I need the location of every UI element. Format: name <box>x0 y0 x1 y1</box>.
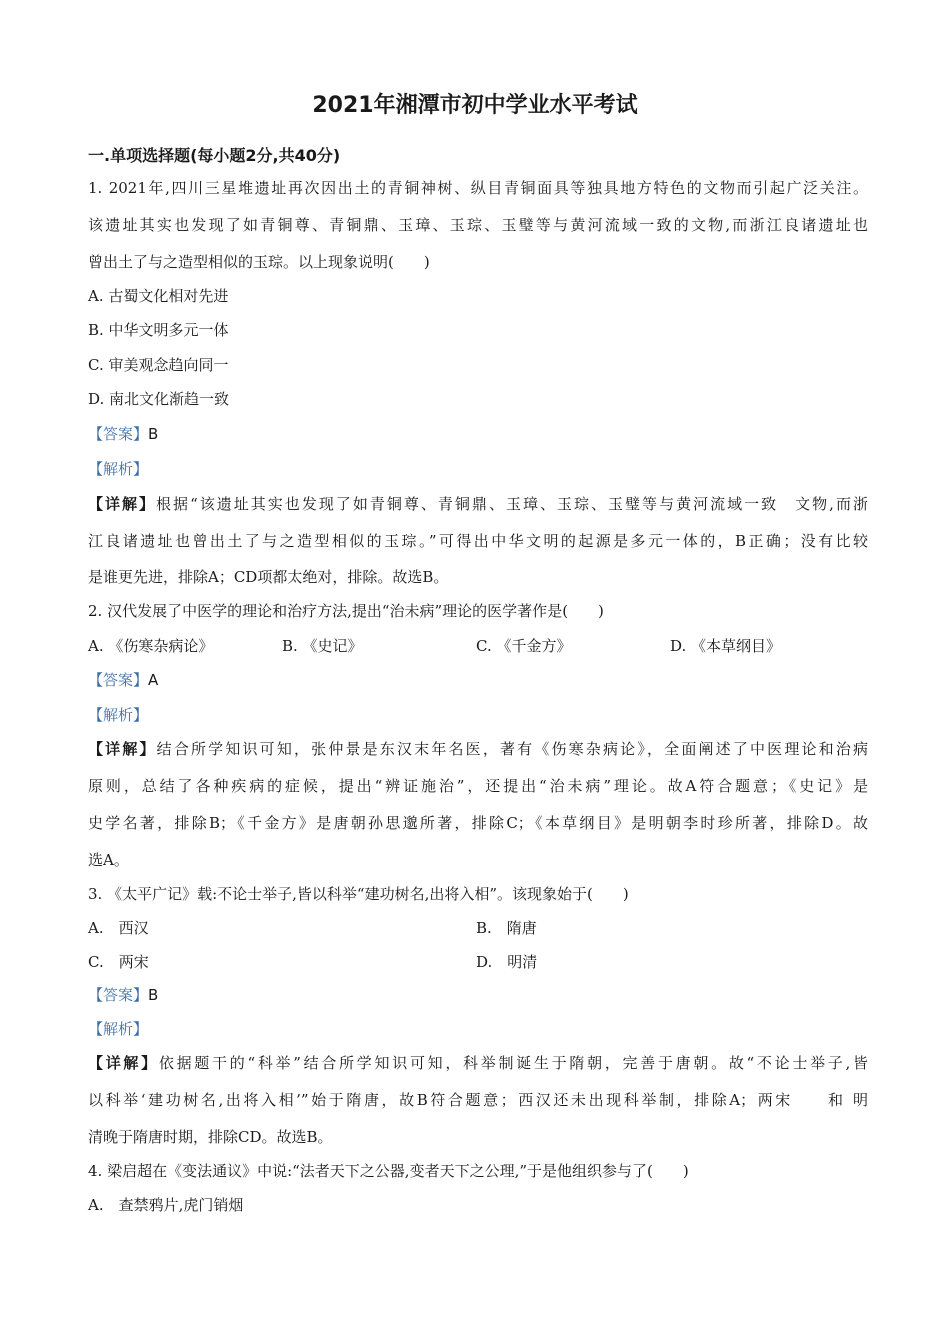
q1-stem-line3: 曾出土了与之造型相似的玉琮。以上现象说明( ) <box>88 253 430 271</box>
answer-tag: 【答案】 <box>88 986 149 1004</box>
answer-tag: 【答案】 <box>88 671 149 689</box>
q2-option-a: A. 《伤寒杂病论》 <box>88 637 214 655</box>
q3-detail-line1 <box>88 1053 868 1073</box>
q2-answer-row <box>88 670 868 690</box>
q3-analysis-row <box>88 1019 868 1039</box>
detail-text: 结合所学知识可知，张仲景是东汉末年名医，著有《伤寒杂病论》，全面阐述了中医理论和治病 <box>156 740 868 758</box>
q3-option-c: C. 两宋 <box>88 953 149 971</box>
q2-detail-line2: 原则，总结了各种疾病的症候，提出“辨证施治”，还提出“治未病”理论。故A符合题意；《史记》是 <box>88 777 868 795</box>
q3-option-a: A. 西汉 <box>88 919 149 937</box>
q1-stem-line2: 该遗址其实也发现了如青铜尊、青铜鼎、玉璋、玉琮、玉璧等与黄河流域一致的文物,而浙江良诸遗址也 <box>88 216 868 234</box>
q3-detail-line2: 以科举‘建功树名,出将入相’”始于隋唐，故B符合题意；西汉还未出现科举制，排除A；两宋 和 明 <box>88 1091 868 1109</box>
detail-text: 依据题干的“科举”结合所学知识可知，科举制诞生于隋朝，完善于唐朝。故“不论士举子,皆 <box>158 1054 868 1072</box>
q1-detail-line2: 江良诸遗址也曾出土了与之造型相似的玉琮。”可得出中华文明的起源是多元一体的，B正确；没有比较 <box>88 532 868 550</box>
q3-option-b: B. 隋唐 <box>476 919 537 937</box>
answer-value: B <box>148 425 159 443</box>
q1-analysis-row <box>88 459 868 479</box>
answer-value: A <box>148 671 159 689</box>
answer-value: B <box>148 986 159 1004</box>
q4-stem-line1: 4. 梁启超在《变法通议》中说:“法者天下之公器,变者天下之公理,”于是他组织参与了( ) <box>88 1162 689 1180</box>
q2-analysis-row <box>88 705 868 725</box>
q2-detail-line3: 史学名著，排除B；《千金方》是唐朝孙思邈所著，排除C；《本草纲目》是明朝李时珍所著，排除D。故 <box>88 814 868 832</box>
q1-option-d: D. 南北文化渐趋一致 <box>88 390 230 408</box>
q2-option-d: D. 《本草纲目》 <box>670 637 782 655</box>
detail-tag: 【详解】 <box>88 1054 159 1072</box>
q1-option-b: B. 中华文明多元一体 <box>88 321 229 339</box>
q3-stem-line1: 3. 《太平广记》载:不论士举子,皆以科举“建功树名,出将入相”。该现象始于( ) <box>88 885 629 903</box>
q1-stem-line1: 1. 2021年,四川三星堆遗址再次因出土的青铜神树、纵目青铜面具等独具地方特色的文物而引起广泛关注。 <box>88 179 868 197</box>
detail-tag: 【详解】 <box>88 495 157 513</box>
q2-stem-line1: 2. 汉代发展了中医学的理论和治疗方法,提出“治未病”理论的医学著作是( ) <box>88 602 604 620</box>
section-heading: 一.单项选择题(每小题2分,共40分) <box>88 146 341 165</box>
q3-option-d: D. 明清 <box>476 953 538 971</box>
q1-detail-line3: 是谁更先进，排除A；CD项都太绝对，排除。故选B。 <box>88 568 449 586</box>
q1-answer-row <box>88 424 868 444</box>
answer-tag: 【答案】 <box>88 425 149 443</box>
detail-tag: 【详解】 <box>88 740 157 758</box>
analysis-tag: 【解析】 <box>88 706 149 724</box>
q3-detail-line3: 清晚于隋唐时期，排除CD。故选B。 <box>88 1128 333 1146</box>
q2-option-b: B. 《史记》 <box>282 637 363 655</box>
analysis-tag: 【解析】 <box>88 460 149 478</box>
q2-detail-line4: 选A。 <box>88 851 129 869</box>
analysis-tag: 【解析】 <box>88 1020 149 1038</box>
q2-detail-line1 <box>88 739 868 759</box>
q2-option-c: C. 《千金方》 <box>476 637 572 655</box>
q4-option-a: A. 查禁鸦片,虎门销烟 <box>88 1196 244 1214</box>
detail-text: 根据“该遗址其实也发现了如青铜尊、青铜鼎、玉璋、玉琮、玉璧等与黄河流域一致 文物,而浙 <box>156 495 868 513</box>
q1-detail-line1 <box>88 494 868 514</box>
q1-option-c: C. 审美观念趋向同一 <box>88 356 229 374</box>
page-title: 2021年湘潭市初中学业水平考试 <box>312 93 638 118</box>
q3-answer-row <box>88 985 868 1005</box>
q1-option-a: A. 古蜀文化相对先进 <box>88 287 229 305</box>
